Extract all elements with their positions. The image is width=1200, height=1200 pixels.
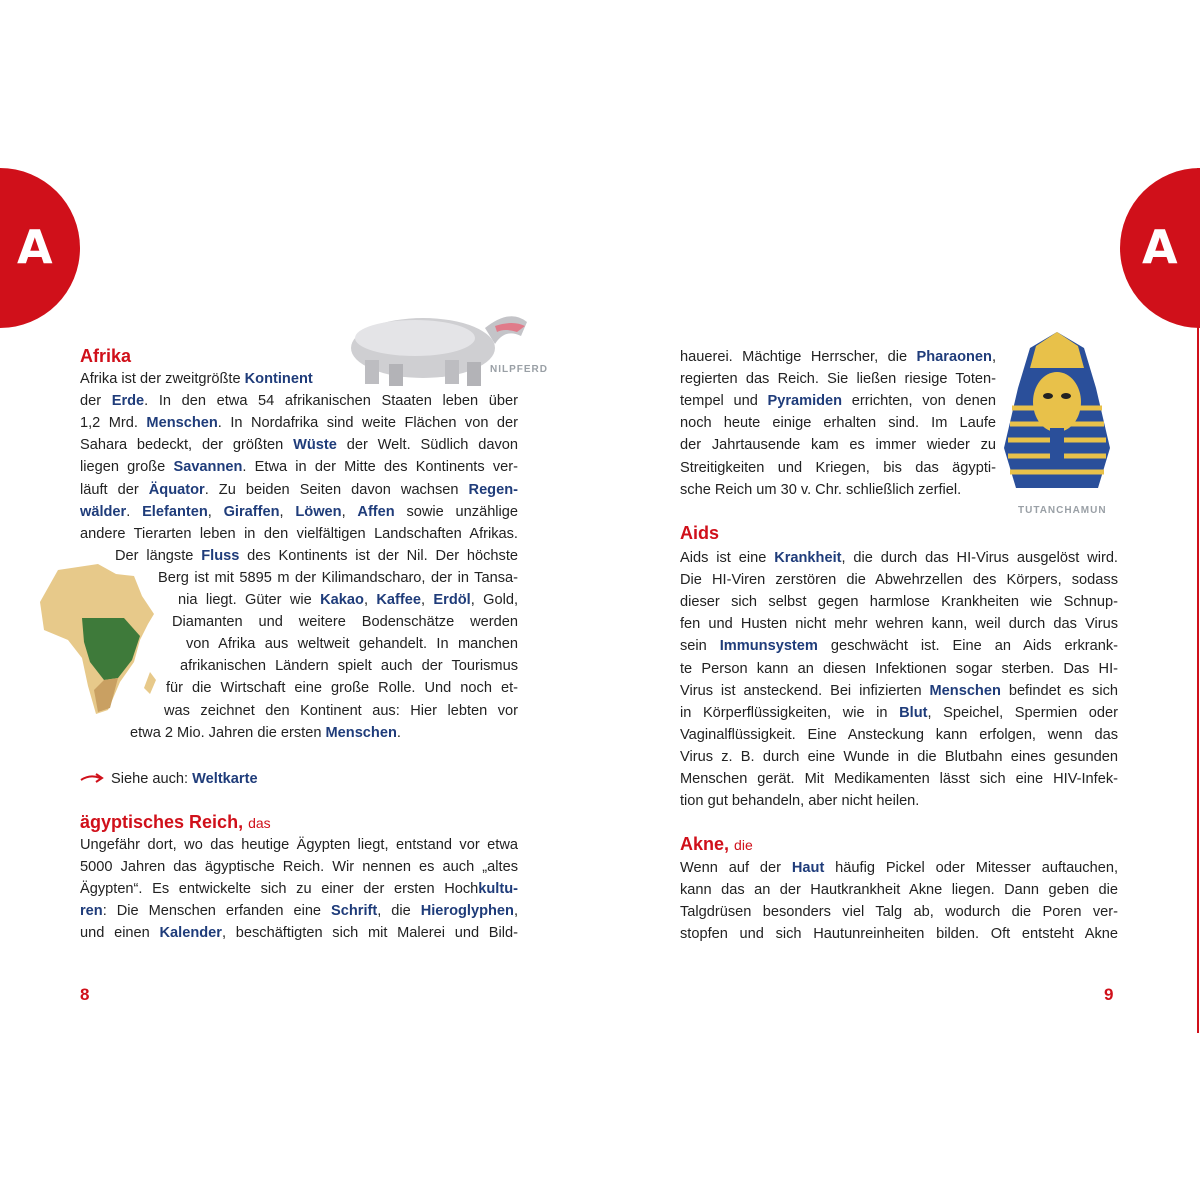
body-text: andere Tierarten leben in den vielfältigen Landschaften Afrikas.	[80, 525, 518, 542]
keyword-link[interactable]: Kaffee	[376, 592, 421, 608]
body-text: noch heute einige erhalten sind. Im Laufe	[680, 415, 996, 432]
body-text: läuft der	[80, 481, 149, 498]
body-text: errichten, von denen	[842, 393, 997, 410]
body-text: , Gold,	[470, 592, 518, 608]
body-text: stopfen und sich Hautunreinheiten bilden. Oft entsteht Akne	[680, 926, 1118, 943]
see-also-line	[111, 768, 258, 790]
keyword-link[interactable]: Giraffen	[223, 503, 280, 520]
body-text: Diamanten und weitere Bodenschätze werden	[172, 614, 518, 631]
body-text: häufig Pickel oder Mitesser auftauchen,	[824, 860, 1119, 876]
body-text: dieser sich selbst gegen harmlose Krankheiten wie Schnup-	[680, 594, 1118, 611]
keyword-link[interactable]: Blut	[899, 704, 928, 721]
keyword-link[interactable]: Affen	[357, 503, 395, 520]
aegypten-cont-text-line	[680, 412, 996, 434]
keyword-link[interactable]: Immunsystem	[719, 638, 818, 655]
body-text: te Person kann an diesen Infektionen sogar sterben. Das HI-	[680, 660, 1118, 677]
body-text: und einen	[80, 925, 160, 942]
aegypten-cont-text-line	[680, 346, 996, 368]
afrika-text-line	[164, 700, 518, 722]
afrika-text-line	[80, 390, 518, 412]
tutanchamun-illustration	[998, 328, 1116, 496]
body-text: regierten das Reich. Sie ließen riesige Toten-	[680, 371, 996, 388]
heading-aegypten-title: ägyptisches Reich,	[80, 812, 244, 832]
page-number-right: 9	[1104, 985, 1114, 1004]
body-text: Berg ist mit 5895 m der Kilimandscharo, der in Tansa-	[158, 569, 518, 586]
afrika-text-line	[172, 611, 518, 633]
aegypten-text-line	[80, 856, 518, 878]
letter-tab-left-label: A	[17, 220, 53, 274]
keyword-link[interactable]: Kakao	[320, 592, 364, 608]
aegypten-text-line	[80, 878, 518, 900]
body-text: .	[126, 503, 143, 520]
body-text: liegen große	[80, 459, 174, 476]
body-text: Sahara bedeckt, der größten	[80, 437, 294, 454]
afrika-text-line	[80, 479, 518, 501]
body-text: sein	[680, 638, 720, 655]
heading-akne-title: Akne,	[680, 834, 730, 854]
body-text: . Zu beiden Seiten davon wachsen	[204, 481, 469, 498]
aids-text-line	[680, 613, 1118, 635]
keyword-link[interactable]: Pharaonen	[916, 349, 992, 365]
aegypten-cont-text-line	[680, 434, 996, 456]
body-text: , die	[377, 903, 421, 920]
see-also-label: Siehe auch:	[111, 771, 193, 787]
keyword-link[interactable]: Schrift	[331, 903, 378, 920]
aegypten-cont-text-line	[680, 479, 996, 501]
entry-heading-afrika: Afrika	[80, 346, 132, 366]
body-text: Virus ist ansteckend. Bei infizierten	[680, 682, 930, 699]
page-number-left: 8	[80, 985, 90, 1004]
entry-heading-aegyptisches-reich	[80, 812, 271, 833]
body-text: tion gut behandeln, aber nicht heilen.	[680, 793, 920, 810]
akne-text-line	[680, 857, 1118, 879]
keyword-link[interactable]: kultu-	[478, 881, 518, 898]
body-text: in Körperflüssigkeiten, wie in	[680, 704, 900, 721]
body-text: .	[396, 724, 401, 741]
keyword-link[interactable]: Elefanten	[142, 503, 208, 520]
aegypten-cont-text-line	[680, 390, 996, 412]
body-text: : Die Menschen erfanden eine	[102, 903, 332, 920]
keyword-link[interactable]: Savannen	[173, 459, 243, 476]
body-text: ,	[363, 592, 377, 608]
aids-text-line	[680, 547, 1118, 569]
body-text: fen und Husten nicht mehr wehren kann, weil durch das Virus	[680, 616, 1118, 633]
body-text: Wenn auf der	[680, 860, 792, 876]
keyword-link[interactable]: Erde	[111, 393, 145, 410]
keyword-link[interactable]: Menschen	[929, 682, 1001, 699]
afrika-text-line	[180, 655, 518, 677]
body-text: , Speichel, Spermien oder	[927, 704, 1119, 721]
letter-tab-right-label: A	[1142, 220, 1178, 274]
body-text: der	[80, 393, 112, 410]
aids-text-line	[680, 746, 1118, 768]
body-text: 1,2 Mrd.	[80, 415, 147, 432]
body-text: , beschäftigten sich mit Malerei und Bild-	[221, 925, 518, 942]
aegypten-text-line	[80, 900, 518, 922]
entry-heading-akne	[680, 834, 753, 855]
aids-text-line	[680, 658, 1118, 680]
afrika-text-line	[80, 368, 340, 390]
keyword-link[interactable]: Hieroglyphen	[420, 903, 514, 920]
body-text: befindet es sich	[1000, 682, 1118, 699]
keyword-link[interactable]: Menschen	[146, 415, 218, 432]
body-text: nia liegt. Güter wie	[178, 592, 321, 608]
body-text: hauerei. Mächtige Herrscher, die	[680, 349, 917, 365]
keyword-link[interactable]: wälder	[80, 503, 127, 520]
body-text: Die HI-Viren zerstören die Abwehrzellen des Körpers, sodass	[680, 572, 1118, 589]
body-text: geschwächt ist. Eine an Aids erkrank-	[817, 638, 1118, 655]
body-text: der Jahrtausende kam es immer wieder zu	[680, 437, 996, 454]
keyword-link[interactable]: Pyramiden	[767, 393, 843, 410]
keyword-link[interactable]: Menschen	[325, 724, 397, 741]
keyword-link[interactable]: Regen-	[468, 481, 518, 498]
aegypten-text-line	[80, 922, 518, 944]
body-text: von Afrika aus weltweit gehandelt. In manchen	[186, 636, 518, 653]
body-text: . In den etwa 54 afrikanischen Staaten leben über	[144, 393, 518, 410]
body-text: afrikanischen Ländern spielt auch der Tourismus	[180, 658, 518, 675]
body-text: Ungefähr dort, wo das heutige Ägypten liegt, entstand vor etwa	[80, 837, 518, 853]
afrika-text-line	[178, 589, 518, 611]
keyword-link[interactable]: Wüste	[293, 437, 337, 454]
body-text: Ägypten“. Es entwickelte sich zu einer der ersten Hoch	[80, 881, 479, 898]
body-text: was zeichnet den Kontinent aus: Hier lebten vor	[164, 702, 518, 719]
entry-heading-aids: Aids	[680, 523, 720, 543]
body-text: Virus z. B. durch eine Wunde in die Blutbahn eines gesunden	[680, 748, 1118, 765]
body-text: Vaginalflüssigkeit. Eine Ansteckung kann erfolgen, wenn das	[680, 726, 1118, 743]
body-text: ,	[279, 503, 296, 520]
keyword-link[interactable]: Erdöl	[433, 592, 471, 608]
keyword-link[interactable]: Kalender	[159, 925, 222, 942]
akne-text-line	[680, 901, 1118, 923]
afrika-text-line	[80, 412, 518, 434]
body-text: Afrika ist der zweitgrößte	[80, 371, 245, 387]
keyword-link[interactable]: ren	[80, 903, 103, 920]
see-also-link[interactable]: Weltkarte	[192, 771, 258, 787]
hippo-caption: NILPFERD	[490, 364, 548, 375]
aids-text-line	[680, 635, 1118, 657]
body-text: ,	[207, 503, 224, 520]
body-text: ,	[420, 592, 434, 608]
afrika-text-line	[80, 456, 518, 478]
body-text: ,	[991, 349, 996, 365]
tutanchamun-caption: TUTANCHAMUN	[1018, 505, 1107, 516]
body-text: Menschen gerät. Mit Medikamenten lässt sich eine HIV-Infek-	[680, 771, 1118, 787]
see-also-arrow-icon	[80, 772, 104, 784]
hippo-illustration	[345, 298, 535, 390]
body-text: der Welt. Südlich davon	[336, 437, 518, 454]
body-text: Der längste	[115, 547, 202, 564]
keyword-link[interactable]: Krankheit	[774, 550, 842, 566]
aids-text-line	[680, 680, 1118, 702]
keyword-link[interactable]: Äquator	[148, 481, 205, 498]
afrika-text-line	[115, 545, 518, 567]
keyword-link[interactable]: Kontinent	[244, 371, 313, 387]
body-text: ,	[513, 903, 518, 920]
body-text: kann das an der Hautkrankheit Akne liegen. Dann geben die	[680, 882, 1118, 899]
heading-aegypten-article: das	[248, 815, 271, 831]
afrika-text-line	[80, 523, 518, 545]
body-text: 5000 Jahren das ägyptische Reich. Wir nennen es auch „altes	[80, 859, 518, 876]
keyword-link[interactable]: Haut	[791, 860, 825, 876]
body-text: . In Nordafrika sind weite Flächen von der	[217, 415, 518, 432]
body-text: ,	[341, 503, 358, 520]
keyword-link[interactable]: Löwen	[295, 503, 342, 520]
body-text: tempel und	[680, 393, 768, 410]
aids-text-line	[680, 724, 1118, 746]
body-text: Streitigkeiten und Kriegen, bis das ägypti-	[680, 459, 996, 476]
aids-text-line	[680, 591, 1118, 613]
akne-text-line	[680, 879, 1118, 901]
heading-akne-article: die	[734, 837, 753, 853]
afrika-text-line	[130, 722, 420, 744]
body-text: etwa 2 Mio. Jahren die ersten	[130, 724, 326, 741]
aids-text-line	[680, 790, 1118, 812]
body-text: sche Reich um 30 v. Chr. schließlich zerfiel.	[680, 481, 962, 498]
aegypten-text-line	[80, 834, 518, 856]
aegypten-cont-text-line	[680, 457, 996, 479]
akne-text-line	[680, 923, 1118, 945]
aids-text-line	[680, 702, 1118, 724]
afrika-text-line	[80, 434, 518, 456]
body-text: , die durch das HI-Virus ausgelöst wird.	[841, 550, 1118, 566]
keyword-link[interactable]: Fluss	[201, 547, 240, 564]
aids-text-line	[680, 768, 1118, 790]
africa-map-illustration	[38, 562, 163, 720]
afrika-text-line	[166, 677, 518, 699]
aegypten-cont-text-line	[680, 368, 996, 390]
aids-text-line	[680, 569, 1118, 591]
body-text: . Etwa in der Mitte des Kontinents ver-	[242, 459, 518, 476]
afrika-text-line	[186, 633, 518, 655]
body-text: sowie unzählige	[394, 503, 519, 520]
body-text: Aids ist eine	[680, 550, 775, 566]
afrika-text-line	[80, 501, 518, 523]
body-text: Talgdrüsen besonders viel Talg ab, wodurch die Poren ver-	[680, 904, 1118, 921]
body-text: des Kontinents ist der Nil. Der höchste	[239, 547, 518, 564]
afrika-text-line	[158, 567, 518, 589]
body-text: für die Wirtschaft eine große Rolle. Und noch et-	[166, 680, 518, 697]
